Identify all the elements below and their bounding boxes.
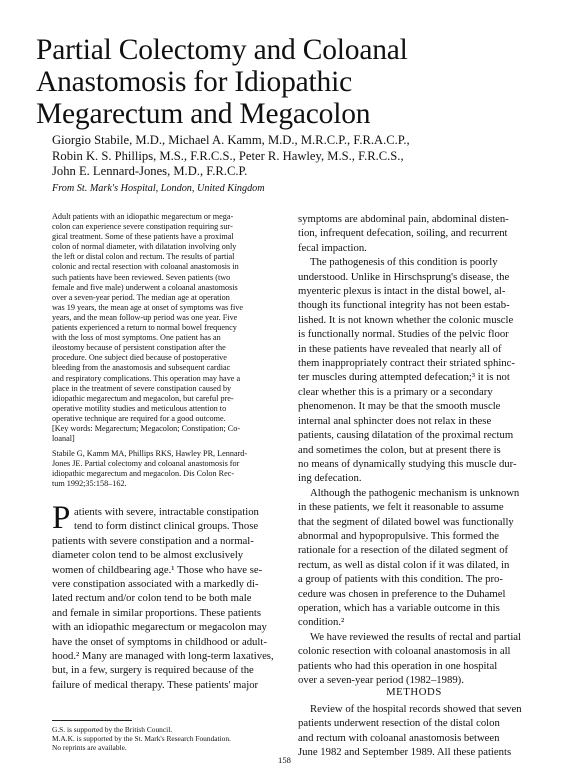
text-line: We have reviewed the results of rectal and partial (310, 630, 522, 643)
text-line: though its functional integrity has not been estab- (298, 299, 510, 312)
text-line: patients underwent resection of the distal colon (298, 717, 500, 730)
text-line: is functionally normal. Studies of the pelvic floor (298, 328, 509, 341)
intro-opening (52, 500, 282, 536)
text-line: June 1982 and September 1989. All these patients (298, 746, 512, 759)
abstract-line: with the loss of most symptoms. One patient has an (52, 333, 221, 343)
citation (52, 449, 277, 489)
abstract-line: years, and the mean follow-up period was one year. Five (52, 312, 238, 322)
text-line: Although the pathogenic mechanism is unknown (310, 486, 520, 499)
text-line: Review of the hospital records showed that seven (310, 703, 522, 715)
text-line: cedure was chosen in preference to the Duhamel (298, 587, 506, 600)
abstract-line: ileostomy because of persistent constipation after the (52, 343, 226, 353)
text-line: diameter colon tend to be almost exclusively (52, 549, 244, 562)
footnote-line: No reprints are available. (52, 742, 127, 752)
abstract-line: idiopathic megarectum and megacolon, but careful pre- (52, 393, 234, 403)
author-line: Giorgio Stabile, M.D., Michael A. Kamm, M.D., M.R.C.P., F.R.A.C.P., (52, 133, 410, 147)
methods-text (298, 702, 530, 760)
text-line: operation, which has a variable outcome in this (298, 601, 500, 614)
text-line: tend to form distinct clinical groups. Those (74, 520, 259, 533)
text-line: vere constipation associated with a markedly di- (52, 578, 259, 591)
intro-text (52, 500, 282, 692)
text-line: colonic resection with coloanal anastomosis in all (298, 645, 511, 658)
footnote-rule (52, 720, 132, 721)
abstract-line: such patients have been reviewed. Seven patients (two (52, 272, 231, 282)
text-line: women of childbearing age.¹ Those who have se- (52, 563, 263, 576)
citation-line: tum 1992;35:158–162. (52, 479, 127, 489)
section-heading-methods: METHODS (386, 686, 442, 698)
text-line: hood.² Many are managed with long-term laxatives, (52, 650, 274, 663)
author-line: Robin K. S. Phillips, M.S., F.R.C.S., Peter R. Hawley, M.S., F.R.C.S., (52, 148, 404, 163)
text-line: tion, infrequent defecation, soiling, and recurrent (298, 227, 508, 240)
author-line: John E. Lennard-Jones, M.D., F.R.C.P. (52, 164, 248, 178)
abstract-line: loanal] (52, 434, 75, 444)
abstract-line: place in the treatment of severe constipation caused by (52, 383, 232, 393)
abstract-line: was 19 years, the mean age at onset of symptoms was five (52, 302, 243, 312)
text-line: and female in similar proportions. These patients (52, 606, 262, 619)
text-line: lated rectum and/or colon tend to be both male (52, 592, 252, 605)
text-line: over a seven-year period (1982–1989). (298, 674, 464, 686)
abstract-line: female and five male) underwent a coloanal anastomosis (52, 282, 238, 292)
text-line: ing defecation. (298, 472, 362, 485)
citation-line: Stabile G, Kamm MA, Phillips RKS, Hawley PR, Lennard- (52, 449, 248, 458)
text-line: that the segment of dilated bowel was functionally (298, 515, 514, 528)
text-line: fecal impaction. (298, 241, 367, 254)
abstract-line: colon can experience severe constipation requiring sur- (52, 222, 233, 232)
text-line: phenomenon. It may be that the smooth muscle (298, 400, 501, 413)
text-line: failure of medical therapy. These patients' major (52, 678, 259, 691)
abstract-line: [Key words: Megarectum; Megacolon; Constipation; Co- (52, 423, 241, 433)
abstract-line: colonic and rectal resection with coloanal anastomosis in (52, 262, 239, 272)
intro-body (52, 534, 282, 692)
text-line: in these patients have revealed that nearly all of (298, 342, 502, 355)
text-line: symptoms are abdominal pain, abdominal disten- (298, 213, 509, 225)
text-line: with an idiopathic megarectum or megacolon may (52, 621, 267, 634)
title-line: Partial Colectomy and Coloanal (36, 34, 408, 66)
text-line: condition.² (298, 616, 345, 629)
text-line: a group of patients with this condition. The pro- (298, 573, 503, 586)
abstract-line: the left or distal colon and rectum. The results of partial (52, 252, 235, 262)
footnote-line: M.A.K. is supported by the St. Mark's Research Foundation. (52, 733, 231, 743)
text-line: have the onset of symptoms in childhood or adult- (52, 635, 267, 648)
text-line: myenteric plexus is intact in the distal bowel, al- (298, 285, 506, 298)
text-line: them inappropriately contract their striated sphinc- (298, 357, 515, 370)
citation-line: Jones JE. Partial colectomy and coloanal anastomosis for (52, 459, 240, 469)
abstract-line: and respiratory complications. This operation may have a (52, 373, 241, 383)
text-line: understood. Unlike in Hirschsprung's disease, the (298, 270, 510, 283)
title-line: Anastomosis for Idiopathic (36, 66, 352, 98)
text-line: but, in a few, surgery is required because of the (52, 664, 254, 677)
text-line: and rectum with coloanal anastomosis between (298, 731, 500, 744)
text-line: no means of dynamically studying this muscle dur- (298, 457, 517, 470)
footnotes (52, 726, 277, 753)
title-line: Megarectum and Megacolon (36, 98, 371, 130)
citation-line: idiopathic megarectum and megacolon. Dis Colon Rec- (52, 469, 235, 479)
text-line: patients with severe constipation and a normal- (52, 534, 254, 547)
article-title (36, 34, 536, 130)
text-line: internal anal sphincter does not relax in these (298, 414, 492, 427)
author-list (52, 133, 532, 180)
text-line: lished. It is not known whether the colonic muscle (298, 313, 514, 326)
text-line: in these patients, we felt it reasonable to assume (298, 501, 504, 514)
abstract (52, 212, 277, 444)
affiliation: From St. Mark's Hospital, London, United Kingdom (52, 183, 265, 194)
abstract-line: bleeding from the anastomosis and subsequent cardiac (52, 363, 231, 373)
text-line: ter muscles during attempted defecation;³ it is not (298, 371, 510, 384)
text-line: abnormal and hypopropulsive. This formed the (298, 529, 500, 542)
text-line: clear whether this is a primary or a secondary (298, 385, 493, 398)
drop-cap: P (52, 500, 71, 536)
abstract-line: colon of normal diameter, with dilatation involving only (52, 242, 237, 252)
text-line: patients, causing dilatation of the proximal rectum (298, 429, 514, 442)
abstract-line: gical treatment. Some of these patients have a proximal (52, 232, 234, 242)
text-line: atients with severe, intractable constipation (74, 506, 259, 518)
text-line: patients who had this operation in one hospital (298, 659, 498, 672)
abstract-line: operative technique are required for a good outcome. (52, 413, 226, 423)
page-number: 158 (278, 755, 291, 765)
abstract-line: patients experienced a return to normal bowel frequency (52, 323, 237, 333)
text-line: rationale for a resection of the dilated segment of (298, 544, 509, 557)
abstract-line: over a seven-year period. The median age at operation (52, 292, 230, 302)
abstract-line: Adult patients with an idiopathic megarectum or mega- (52, 212, 234, 221)
abstract-line: operative motility studies and meticulous attention to (52, 403, 227, 413)
abstract-line: procedure. One subject died because of postoperative (52, 353, 227, 363)
right-column-text (298, 212, 530, 687)
footnote-line: G.S. is supported by the British Council. (52, 725, 173, 734)
text-line: and sometimes the colon, but at present there is (298, 443, 501, 456)
text-line: rectum, as well as distal colon if it was dilated, in (298, 558, 510, 571)
text-line: The pathogenesis of this condition is poorly (310, 256, 498, 269)
